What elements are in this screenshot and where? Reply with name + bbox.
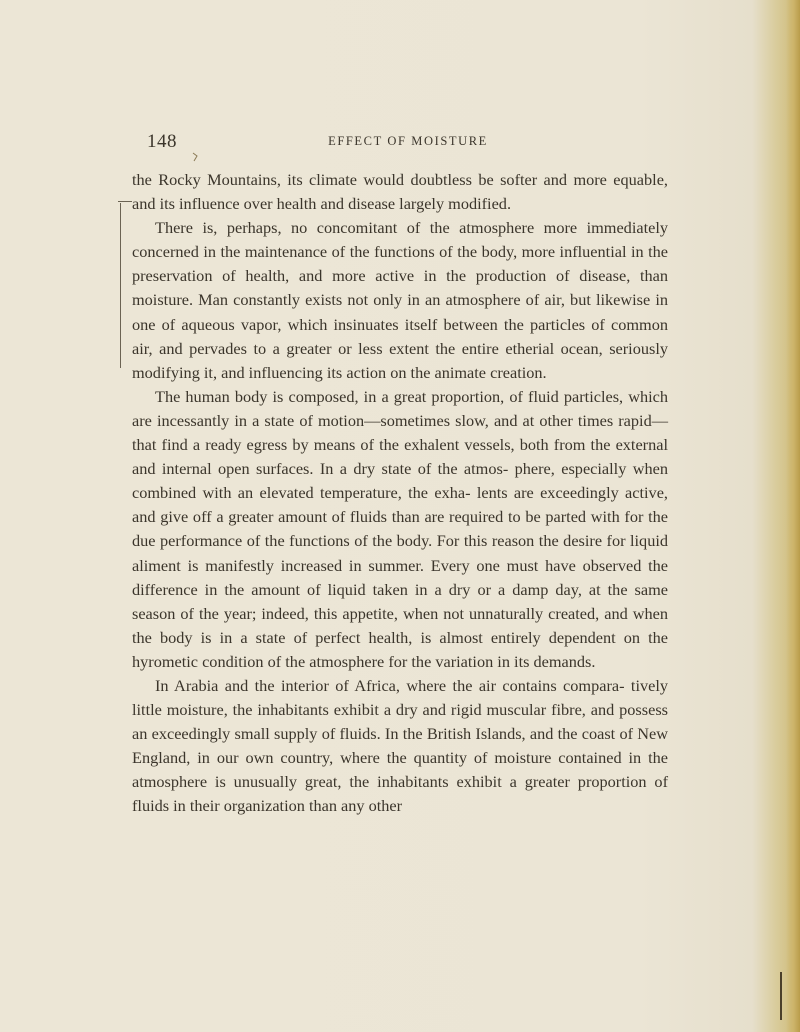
page-edge-shading <box>786 0 800 1032</box>
paragraph-3: The human body is composed, in a great proportion, of fluid particles, which are incessantly in a state of motion—sometimes slow, and at other times rapid—that find a ready egress by means of the exhalent vessels, both from the external and internal open surfaces. In a dry state of the atmos- phere, especially when combined with an elevated temperature, the exha- lents are exceedingly active, and give off a greater amount of fluids than are required to be parted with for the due performance of the functions of the body. For this reason the desire for liquid aliment is manifestly increased in summer. Every one must have observed the difference in the amount of liquid taken in a dry or a damp day, at the same season of the year; indeed, this appetite, when not unnaturally created, and when the body is in a state of perfect health, is almost entirely dependent on the hyrometic condition of the atmosphere for the variation in its demands. <box>132 386 668 671</box>
pencil-mark <box>192 152 198 162</box>
margin-bracket <box>120 203 121 368</box>
margin-bracket-top <box>118 201 132 202</box>
body-text <box>132 168 668 819</box>
running-head <box>147 131 651 153</box>
edge-mark <box>780 972 782 1020</box>
running-head-title: EFFECT OF MOISTURE <box>328 134 488 148</box>
paragraph-4: In Arabia and the interior of Africa, where the air contains compara- tively little moisture, the inhabitants exhibit a dry and rigid muscular fibre, and possess an exceedingly small supply of fluids. In the British Islands, and the coast of New England, in our own country, where the quantity of moisture contained in the atmosphere is unusually great, the inhabitants exhibit a greater proportion of fluids in their organization than any other <box>132 675 668 816</box>
page-number: 148 <box>147 131 177 152</box>
paragraph-2: There is, perhaps, no concomitant of the atmosphere more immediately concerned in the maintenance of the functions of the body, more influential in the preservation of health, and more active in the production of disease, than moisture. Man constantly exists not only in an atmosphere of air, but likewise in one of aqueous vapor, which insinuates itself between the particles of common air, and pervades to a greater or less extent the entire etherial ocean, seriously modifying it, and influencing its action on the animate creation. <box>132 218 668 382</box>
paragraph-1: the Rocky Mountains, its climate would doubtless be softer and more equable, and its influence over health and disease largely modified. <box>132 170 668 214</box>
